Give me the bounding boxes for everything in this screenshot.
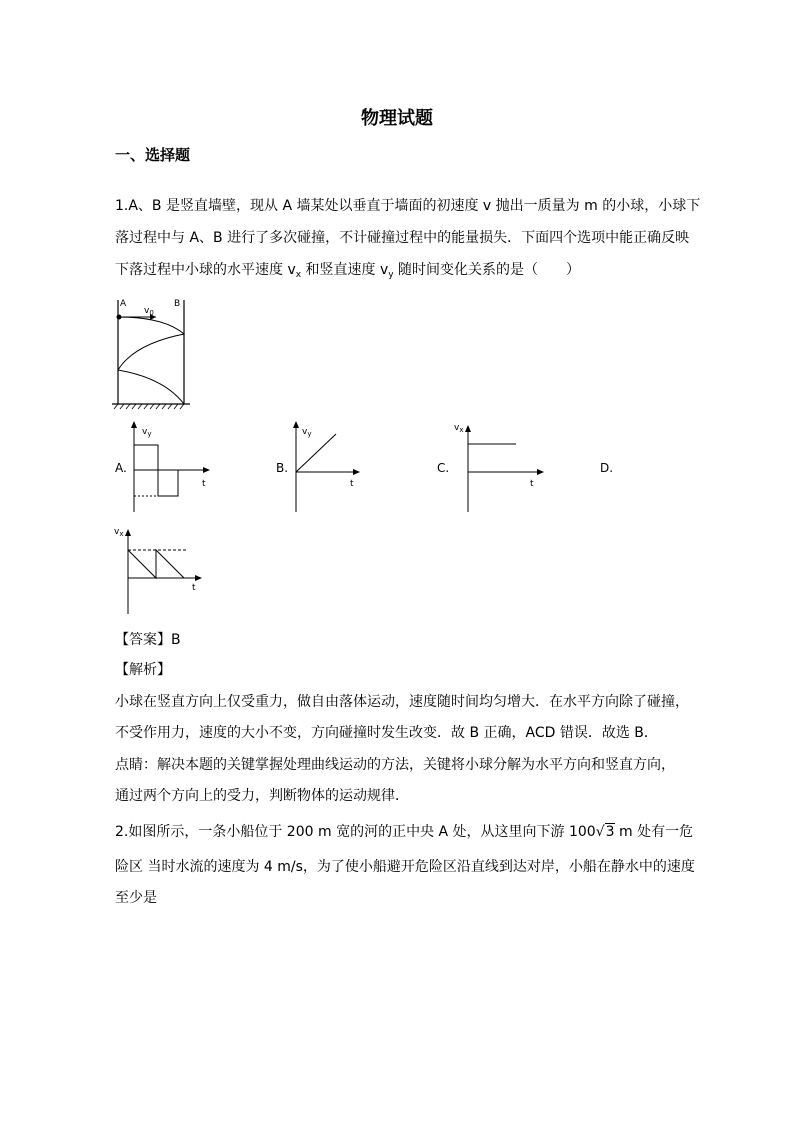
option-c-axis-y: $v_x$ (454, 423, 464, 434)
q2-line-1-pre: 2.如图所示，一条小船位于 200 m 宽的河的正中央 A 处，从这里向下游 100 (115, 824, 596, 840)
answer-value: B (171, 632, 181, 648)
analysis-line-1: 小球在竖直方向上仅受重力，做自由落体运动，速度随时间均匀增大．在水平方向除了碰撞， (115, 694, 689, 710)
q1-line-2: 落过程中与 A、B 进行了多次碰撞，不计碰撞过程中的能量损失．下面四个选项中能正确反映 (115, 230, 690, 246)
q1-line-3-mid: 和竖直速度 v (301, 262, 389, 278)
sqrt-symbol: √3 (595, 824, 615, 840)
q1-line-3-pre: 下落过程中小球的水平速度 v (115, 262, 296, 278)
option-b-axis-y: $v_y$ (302, 427, 312, 438)
option-b-axis-t: t (350, 479, 354, 489)
analysis-label: 【解析】 (115, 662, 171, 678)
comment-line-2: 通过两个方向上的受力，判断物体的运动规律． (115, 788, 409, 804)
section-heading: 一、选择题 (115, 146, 191, 164)
q1-line-3-post: 随时间变化关系的是（ ） (393, 262, 581, 278)
q1-answer (115, 630, 181, 650)
option-a-axis-t: t (202, 479, 206, 489)
sqrt-radicand: 3 (605, 824, 615, 840)
label-wall-a: A (120, 299, 127, 309)
q2-line-2: 险区 当时水流的速度为 4 m/s，为了使小船避开危险区沿直线到达对岸，小船在静水中的速度 (115, 859, 695, 875)
option-d-graph (112, 524, 212, 616)
q1-line-3-sub-x: x (295, 270, 302, 280)
option-b-label: B. (276, 461, 289, 475)
option-d-axis-y: $v_x$ (114, 527, 124, 538)
answer-label: 【答案】 (115, 632, 171, 648)
label-wall-b: B (174, 299, 181, 309)
option-d-axis-t: t (192, 583, 196, 593)
option-d-label: D. (600, 461, 614, 475)
q2-line-3: 至少是 (115, 890, 157, 906)
option-b-graph (290, 420, 370, 516)
walls-figure (112, 292, 192, 412)
q2-line-1-post: m 处有一危 (614, 824, 694, 840)
option-c-graph (452, 420, 552, 516)
q1-line-3 (115, 260, 580, 285)
option-c-axis-t: t (530, 479, 534, 489)
option-c-label: C. (437, 461, 450, 475)
q2-line-1 (115, 822, 693, 842)
q1-line-1: 1.A、B 是竖直墙壁，现从 A 墙某处以垂直于墙面的初速度 v 抛出一质量为 m 的小球，小球下 (115, 198, 701, 214)
analysis-line-2: 不受作用力，速度的大小不变，方向碰撞时发生改变．故 B 正确，ACD 错误．故选 B． (115, 725, 658, 741)
option-a-graph (128, 420, 218, 516)
page-title: 物理试题 (361, 108, 433, 129)
label-v0: $v_0$ (144, 306, 154, 317)
comment-line-1: 点睛：解决本题的关键掌握处理曲线运动的方法，关键将小球分解为水平方向和竖直方向， (115, 757, 675, 773)
option-a-axis-y: $v_y$ (142, 427, 152, 438)
option-a-label: A. (115, 461, 127, 475)
q1-line-3-sub-y: y (388, 270, 394, 280)
